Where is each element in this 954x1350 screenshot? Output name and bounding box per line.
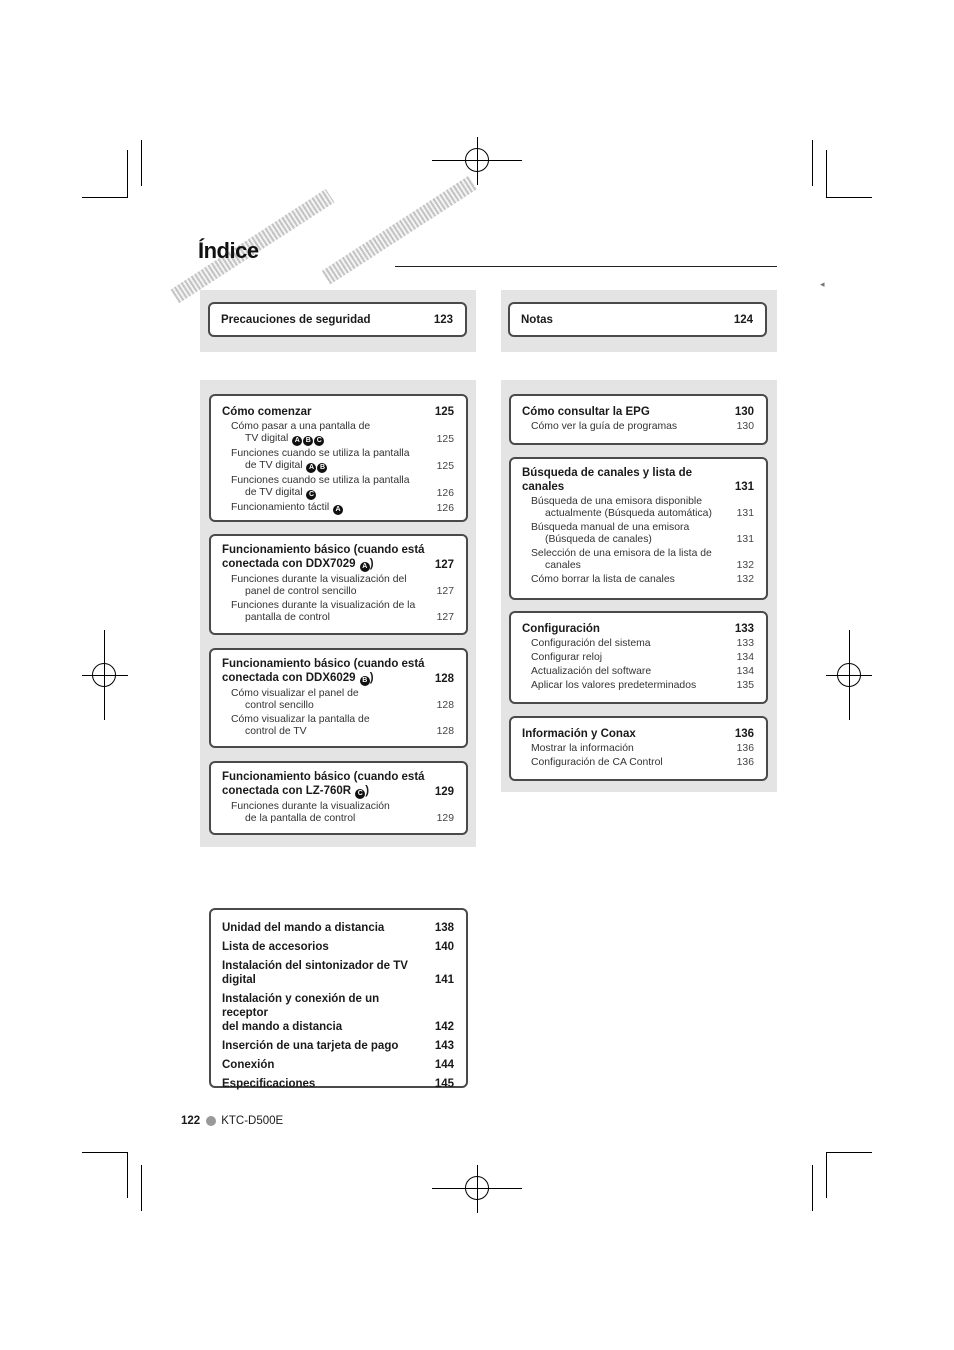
toc-section-configuracion[interactable]	[509, 611, 768, 704]
entry-page: 138	[434, 922, 454, 934]
item-page: 129	[436, 813, 454, 824]
toc-item[interactable]	[222, 574, 454, 598]
title-rule	[395, 266, 777, 267]
entry-title-line1: Instalación del sintonizador de TV	[222, 960, 408, 972]
toc-item[interactable]	[522, 574, 754, 586]
bullet-icon	[206, 1116, 216, 1126]
item-line2: de la pantalla de control	[245, 813, 356, 824]
entry-page: 141	[434, 974, 454, 986]
toc-entry[interactable]	[222, 992, 454, 1034]
section-page: 131	[734, 481, 754, 493]
toc-entry[interactable]	[222, 959, 454, 987]
item-page: 136	[736, 743, 754, 754]
section-page: 129	[434, 786, 454, 798]
item-line2: panel de control sencillo	[245, 586, 357, 597]
section-title-line2: canales	[522, 481, 565, 493]
item-line1: Configurar reloj	[531, 652, 603, 663]
item-line1: Funcionamiento táctil	[231, 502, 330, 513]
toc-section-busqueda-canales[interactable]	[509, 457, 768, 600]
toc-entry[interactable]	[222, 1077, 454, 1091]
item-page: 128	[436, 726, 454, 737]
entry-page: 140	[434, 941, 454, 953]
toc-entry[interactable]	[222, 1058, 454, 1072]
item-line1: Mostrar la información	[531, 743, 634, 754]
item-line1: Búsqueda de una emisora disponible	[531, 496, 702, 507]
entry-page: 123	[433, 313, 453, 326]
badge-a-icon: A	[292, 436, 302, 446]
entry-page: 144	[434, 1059, 454, 1071]
toc-item[interactable]	[522, 522, 754, 546]
model-name: KTC-D500E	[221, 1115, 284, 1127]
section-title: Cómo comenzar	[222, 406, 312, 418]
toc-item[interactable]	[522, 757, 754, 769]
item-line1: Configuración de CA Control	[531, 757, 663, 768]
toc-item[interactable]	[222, 600, 454, 624]
item-line1: Cómo visualizar el panel de	[231, 688, 359, 699]
page-title: Índice	[198, 238, 259, 263]
item-line2: control de TV	[245, 726, 307, 737]
item-line1: Funciones cuando se utiliza la pantalla	[231, 475, 410, 486]
section-title-line1: Funcionamiento básico (cuando está	[222, 658, 425, 670]
toc-item[interactable]	[522, 548, 754, 572]
entry-title: Conexión	[222, 1059, 275, 1071]
item-page: 128	[436, 700, 454, 711]
item-line1: Cómo ver la guía de programas	[531, 421, 678, 432]
entry-page: 124	[733, 313, 753, 326]
toc-item[interactable]	[522, 496, 754, 520]
item-page: 125	[436, 461, 454, 472]
item-line2: de TV digital	[245, 487, 303, 498]
toc-section-lz760r[interactable]: Funcionamiento básico (cuando está conectada con LZ-760R C ) 129 Funciones durante la visualización de la pantalla de control 129	[209, 761, 468, 835]
item-line2: control sencillo	[245, 700, 314, 711]
toc-entry-precauciones[interactable]	[208, 302, 467, 337]
badge-b-icon: B	[303, 436, 313, 446]
item-page: 136	[736, 757, 754, 768]
item-line1: Actualización del software	[531, 666, 652, 677]
item-page: 131	[736, 534, 754, 545]
badge-b-icon: B	[360, 676, 370, 686]
entry-page: 142	[434, 1021, 454, 1033]
section-title: Cómo consultar la EPG	[522, 406, 650, 418]
item-page: 132	[736, 574, 754, 585]
page-number: 122	[181, 1115, 201, 1127]
page-footer	[181, 1115, 283, 1127]
entry-title-line2: digital	[222, 974, 256, 986]
item-page: 135	[736, 680, 754, 691]
item-page: 132	[736, 560, 754, 571]
toc-item[interactable]	[222, 714, 454, 738]
toc-section-informacion-conax[interactable]	[509, 716, 768, 781]
entry-page: 145	[434, 1078, 454, 1090]
item-line2: (Búsqueda de canales)	[545, 534, 652, 545]
section-title-line1: Funcionamiento básico (cuando está	[222, 544, 425, 556]
section-title-line1: Búsqueda de canales y lista de	[522, 467, 693, 479]
badge-b-icon: B	[317, 463, 327, 473]
badge-a-icon: A	[333, 505, 343, 515]
section-title: Configuración	[522, 623, 600, 635]
item-page: 133	[736, 638, 754, 649]
section-page: 136	[734, 728, 754, 740]
toc-item[interactable]	[522, 743, 754, 755]
item-page: 127	[436, 586, 454, 597]
entry-title-line1: Instalación y conexión de un receptor	[222, 993, 380, 1019]
margin-arrow-icon: ◂	[820, 279, 825, 289]
badge-a-icon: A	[360, 562, 370, 572]
item-line2: pantalla de control	[245, 612, 330, 623]
toc-section-ddx6029[interactable]: Funcionamiento básico (cuando está conectada con DDX6029 B ) 128 Cómo visualizar el panel de control sencillo 128 Cómo visualizar la pantalla de control de TV 128	[209, 648, 468, 748]
toc-section-appendix[interactable]	[209, 908, 468, 1088]
badge-a-icon: A	[306, 463, 316, 473]
section-page: 130	[734, 406, 754, 418]
toc-item[interactable]	[522, 421, 754, 433]
item-line1: Selección de una emisora de la lista de	[531, 548, 712, 559]
section-title-line2: conectada con DDX7029	[222, 558, 356, 570]
toc-item[interactable]	[222, 475, 454, 500]
item-line1: Cómo borrar la lista de canales	[531, 574, 675, 585]
toc-item[interactable]	[522, 638, 754, 650]
toc-entry-notas[interactable]	[508, 302, 767, 337]
entry-title: Especificaciones	[222, 1078, 316, 1090]
entry-title: Unidad del mando a distancia	[222, 922, 385, 934]
item-page: 130	[736, 421, 754, 432]
item-line1: Cómo pasar a una pantalla de	[231, 421, 371, 432]
entry-title: Precauciones de seguridad	[221, 313, 371, 326]
section-page: 125	[434, 406, 454, 418]
toc-item[interactable]	[522, 652, 754, 664]
toc-entry[interactable]	[222, 940, 454, 954]
toc-item[interactable]	[222, 801, 454, 825]
item-page: 134	[736, 666, 754, 677]
entry-title: Notas	[521, 313, 553, 326]
item-page: 127	[436, 612, 454, 623]
section-title-line2: conectada con LZ-760R	[222, 785, 352, 797]
toc-item[interactable]	[522, 680, 754, 692]
toc-item[interactable]	[522, 666, 754, 678]
item-page: 126	[436, 488, 454, 499]
entry-page: 143	[434, 1040, 454, 1052]
item-line1: Funciones durante la visualización	[231, 801, 390, 812]
entry-title: Inserción de una tarjeta de pago	[222, 1040, 399, 1052]
toc-section-ddx7029[interactable]: Funcionamiento básico (cuando está conectada con DDX7029 A ) 127 Funciones durante la visualización del panel de control sencillo 127 Funciones durante la visualización de la pantalla de control 127	[209, 534, 468, 635]
section-title: Información y Conax	[522, 728, 636, 740]
entry-title: Lista de accesorios	[222, 941, 329, 953]
section-title-line1: Funcionamiento básico (cuando está	[222, 771, 425, 783]
item-line1: Aplicar los valores predeterminados	[531, 680, 697, 691]
entry-title-line2: del mando a distancia	[222, 1021, 343, 1033]
item-line1: Funciones durante la visualización del	[231, 574, 407, 585]
toc-entry[interactable]	[222, 921, 454, 935]
decorative-stripe	[322, 176, 477, 285]
item-line1: Configuración del sistema	[531, 638, 651, 649]
item-line2: actualmente (Búsqueda automática)	[545, 508, 712, 519]
badge-c-icon: C	[306, 490, 316, 500]
toc-item[interactable]	[222, 502, 454, 515]
badge-c-icon: C	[355, 789, 365, 799]
section-page: 128	[434, 673, 454, 685]
badge-c-icon: C	[314, 436, 324, 446]
item-line1: Funciones cuando se utiliza la pantalla	[231, 448, 410, 459]
toc-item[interactable]	[222, 421, 454, 446]
section-page: 133	[734, 623, 754, 635]
toc-item[interactable]	[222, 688, 454, 712]
section-title-line2: conectada con DDX6029	[222, 672, 356, 684]
toc-section-epg[interactable]	[509, 394, 768, 445]
item-page: 126	[436, 503, 454, 514]
item-page: 131	[736, 508, 754, 519]
item-line2: TV digital	[245, 433, 289, 444]
toc-item[interactable]	[222, 448, 454, 473]
item-line1: Funciones durante la visualización de la	[231, 600, 416, 611]
toc-section-como-comenzar[interactable]	[209, 394, 468, 522]
item-line2: de TV digital	[245, 460, 303, 471]
section-page: 127	[434, 559, 454, 571]
item-page: 134	[736, 652, 754, 663]
toc-entry[interactable]	[222, 1039, 454, 1053]
item-line2: canales	[545, 560, 581, 571]
item-page: 125	[436, 434, 454, 445]
item-line1: Cómo visualizar la pantalla de	[231, 714, 370, 725]
item-line1: Búsqueda manual de una emisora	[531, 522, 690, 533]
